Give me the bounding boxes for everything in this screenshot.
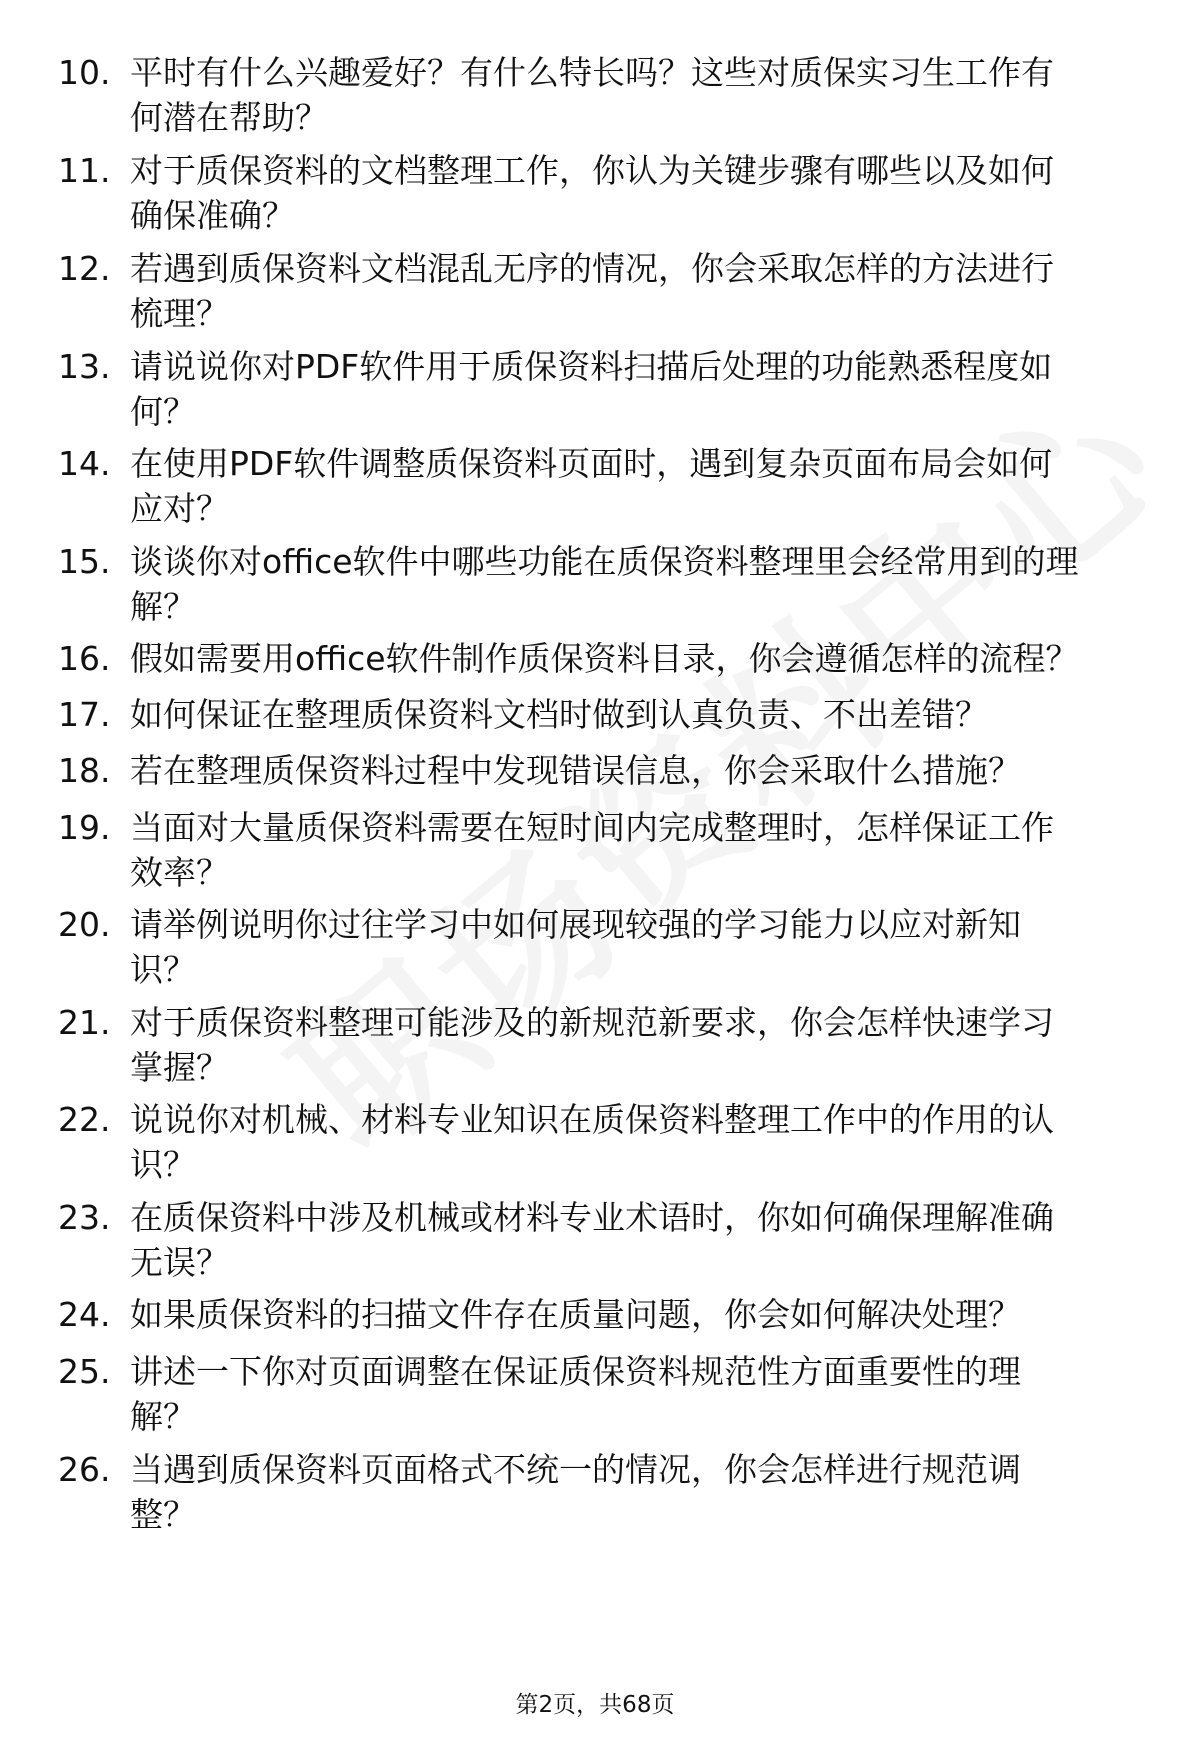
question-number: 26. [58,1450,111,1489]
question-text-line: 当遇到质保资料页面格式不统一的情况，你会怎样进行规范调 [130,1450,1021,1489]
question-number: 17. [58,695,111,734]
question-text-line: 识？ [130,1145,196,1184]
question-text-line: 对于质保资料整理可能涉及的新规范新要求，你会怎样快速学习 [130,1003,1054,1042]
page-number-label: 第2页，共68页 [515,1692,675,1718]
question-text-line: 如果质保资料的扫描文件存在质量问题，你会如何解决处理？ [130,1295,1021,1334]
question-number: 25. [58,1352,111,1391]
question-item [0,341,1190,441]
question-text-line: 讲述一下你对页面调整在保证质保资料规范性方面重要性的理 [130,1352,1021,1391]
question-text-line: 在质保资料中涉及机械或材料专业术语时，你如何确保理解准确 [130,1198,1054,1237]
question-item [0,1346,1190,1446]
question-text-line: 确保准确？ [130,196,295,235]
question-text-line: 若遇到质保资料文档混乱无序的情况，你会采取怎样的方法进行 [130,249,1054,288]
question-number: 14. [58,444,111,483]
question-item [0,47,1190,147]
page-footer [0,1690,1190,1720]
question-item [0,1094,1190,1194]
question-text-line: 应对？ [130,489,229,528]
question-item [0,145,1190,245]
question-item [0,438,1190,538]
question-number: 20. [58,905,111,944]
question-number: 13. [58,347,111,386]
question-text-line: 当面对大量质保资料需要在短时间内完成整理时，怎样保证工作 [130,808,1054,847]
question-text-line: 若在整理质保资料过程中发现错误信息，你会采取什么措施？ [130,751,1021,790]
question-text-line: 说说你对机械、材料专业知识在质保资料整理工作中的作用的认 [130,1100,1054,1139]
question-item [0,1192,1190,1292]
question-item [0,899,1190,999]
question-number: 21. [58,1003,111,1042]
question-number: 12. [58,249,111,288]
question-text-line: 掌握？ [130,1048,229,1087]
question-number: 10. [58,53,111,92]
question-number: 15. [58,542,111,581]
question-text-line: 效率？ [130,853,229,892]
question-text-line: 无误？ [130,1243,229,1282]
question-item [0,997,1190,1097]
question-text-line: 梳理？ [130,294,229,333]
question-number: 16. [58,639,111,678]
question-number: 23. [58,1198,111,1237]
question-number: 19. [58,808,111,847]
question-text-line: 请说说你对PDF软件用于质保资料扫描后处理的功能熟悉程度如 [130,347,1053,386]
question-text-line: 如何保证在整理质保资料文档时做到认真负责、不出差错？ [130,695,988,734]
question-text-line: 请举例说明你过往学习中如何展现较强的学习能力以应对新知 [130,905,1021,944]
question-number: 11. [58,151,111,190]
question-text-line: 假如需要用office软件制作质保资料目录，你会遵循怎样的流程？ [130,639,1079,678]
question-text-line: 何？ [130,392,196,431]
question-text-line: 解？ [130,587,196,626]
question-item [0,536,1190,636]
question-text-line: 对于质保资料的文档整理工作，你认为关键步骤有哪些以及如何 [130,151,1054,190]
question-number: 22. [58,1100,111,1139]
question-number: 24. [58,1295,111,1334]
question-item [0,802,1190,902]
question-item [0,1444,1190,1544]
question-text-line: 平时有什么兴趣爱好？有什么特长吗？这些对质保实习生工作有 [130,53,1054,92]
question-item [0,243,1190,343]
question-text-line: 解？ [130,1397,196,1436]
question-text-line: 在使用PDF软件调整质保资料页面时，遇到复杂页面布局会如何 [130,444,1053,483]
question-text-line: 识？ [130,950,196,989]
question-text-line: 整？ [130,1495,196,1534]
question-number: 18. [58,751,111,790]
question-text-line: 谈谈你对office软件中哪些功能在质保资料整理里会经常用到的理 [130,542,1079,581]
question-text-line: 何潜在帮助？ [130,98,328,137]
